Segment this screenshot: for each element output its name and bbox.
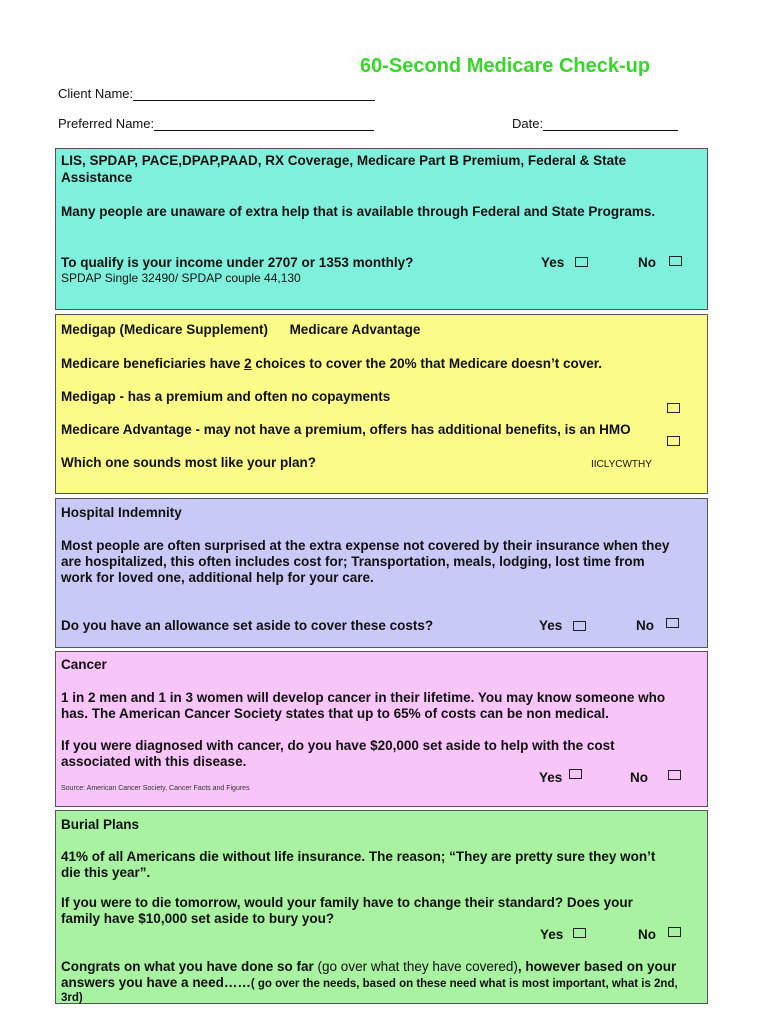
client-name-label: Client Name: (58, 86, 134, 101)
section-text: Many people are unaware of extra help that is available through Federal and State Programs. (61, 204, 656, 219)
section-heading: Burial Plans (61, 817, 140, 832)
preferred-name-input[interactable] (154, 116, 374, 131)
client-name-field (58, 86, 375, 101)
no-checkbox[interactable] (668, 770, 681, 780)
no-checkbox[interactable] (669, 256, 682, 266)
section-question-2: family have $10,000 set aside to bury you? (61, 911, 335, 926)
answers-line-cont: 3rd) (61, 992, 83, 1004)
preferred-name-field (58, 116, 374, 131)
date-field (512, 116, 678, 131)
section-text: Medicare beneficiaries have 2 choices to cover the 20% that Medicare doesn’t cover. (61, 356, 602, 371)
yes-checkbox[interactable] (575, 257, 588, 267)
medigap-section (55, 314, 708, 494)
section-text-1: 1 in 2 men and 1 in 3 women will develop cancer in their lifetime. You may know someone who (61, 690, 666, 705)
section-heading: LIS, SPDAP, PACE,DPAP,PAAD, RX Coverage, Medicare Part B Premium, Federal & State (61, 153, 627, 168)
congrats-line: Congrats on what you have done so far (go over what they have covered), however based on your (61, 959, 677, 974)
yes-label: Yes (539, 770, 563, 785)
advantage-checkbox[interactable] (667, 436, 680, 446)
source-note: Source: American Cancer Society, Cancer Facts and Figures (61, 785, 250, 792)
hospital-indemnity-section (55, 498, 708, 648)
financial-assistance-section (55, 148, 708, 310)
advantage-line: Medicare Advantage - may not have a premium, offers has additional benefits, is an HMO (61, 422, 631, 437)
section-question: Do you have an allowance set aside to cover these costs? (61, 618, 434, 633)
section-text-1: 41% of all Americans die without life insurance. The reason; “They are pretty sure they won’t (61, 849, 656, 864)
section-question-1: If you were diagnosed with cancer, do you have $20,000 set aside to help with the cost (61, 738, 615, 753)
medigap-checkbox[interactable] (667, 403, 680, 413)
section-heading: Hospital Indemnity (61, 505, 182, 520)
medigap-line: Medigap - has a premium and often no copayments (61, 389, 391, 404)
section-heading: Cancer (61, 657, 107, 672)
no-label: No (638, 255, 656, 270)
section-text-2: has. The American Cancer Society states that up to 65% of costs can be non medical. (61, 706, 609, 721)
date-input[interactable] (543, 116, 678, 131)
date-label: Date: (512, 116, 544, 131)
client-name-input[interactable] (133, 86, 375, 101)
yes-checkbox[interactable] (573, 928, 586, 938)
answers-line: answers you have a need……( go over the needs, based on these need what is most important, what is 2nd, (61, 975, 678, 990)
cancer-section (55, 651, 708, 807)
burial-plans-section (55, 810, 708, 1004)
section-question-2: associated with this disease. (61, 754, 247, 769)
section-text-2: are hospitalized, this often includes cost for; Transportation, meals, lodging, lost time from (61, 554, 645, 569)
yes-label: Yes (540, 927, 564, 942)
section-heading (61, 322, 420, 338)
yes-label: Yes (541, 255, 565, 270)
advantage-heading: Medicare Advantage (289, 322, 421, 337)
section-question-1: If you were to die tomorrow, would your family have to change their standard? Does your (61, 895, 633, 910)
section-question: To qualify is your income under 2707 or 1353 monthly? (61, 255, 414, 270)
yes-checkbox[interactable] (573, 621, 586, 631)
no-label: No (636, 618, 654, 633)
section-text-1: Most people are often surprised at the extra expense not covered by their insurance when they (61, 538, 670, 553)
no-label: No (630, 770, 648, 785)
yes-label: Yes (539, 618, 563, 633)
section-text-2: die this year”. (61, 865, 151, 880)
section-text-3: work for loved one, additional help for your care. (61, 570, 374, 585)
no-checkbox[interactable] (666, 618, 679, 628)
spdap-note: SPDAP Single 32490/ SPDAP couple 44,130 (61, 271, 301, 285)
section-heading-cont: Assistance (61, 170, 133, 185)
page-title: 60-Second Medicare Check-up (360, 55, 651, 77)
section-question: Which one sounds most like your plan? (61, 455, 317, 470)
plan-code: IICLYCWTHY (591, 459, 652, 470)
no-checkbox[interactable] (668, 927, 681, 937)
no-label: No (638, 927, 656, 942)
yes-checkbox[interactable] (569, 769, 582, 779)
preferred-name-label: Preferred Name: (58, 116, 155, 131)
medigap-heading: Medigap (Medicare Supplement) (61, 322, 269, 337)
